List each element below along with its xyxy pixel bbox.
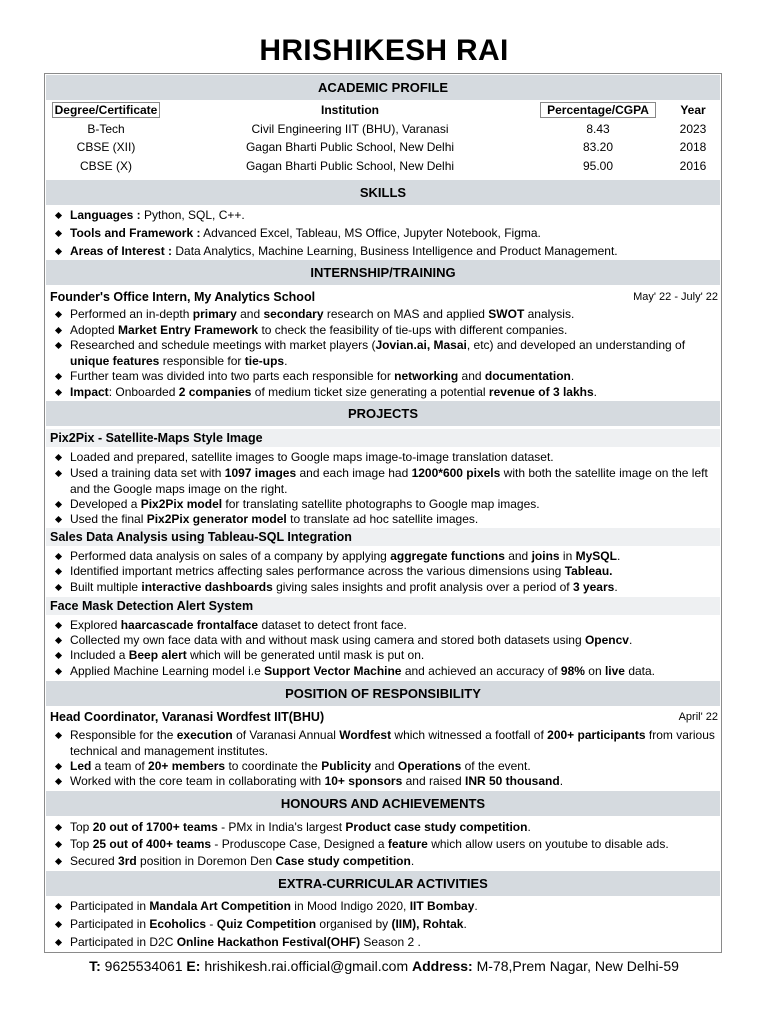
list-item: Explored haarcascade frontalface dataset to detect front face. — [56, 617, 716, 633]
bullet-icon — [55, 230, 62, 237]
list-item: Impact: Onboarded 2 companies of medium ticket size generating a potential revenue of 3 lakhs. — [56, 384, 716, 400]
internship-role: Founder's Office Intern, My Analytics School — [50, 290, 316, 304]
bullet-icon — [55, 454, 62, 461]
bullet-icon — [55, 516, 62, 523]
bullet-icon — [55, 622, 62, 629]
bullet-icon — [55, 841, 62, 848]
bullet-icon — [55, 568, 62, 575]
list-item: Performed an in-depth primary and secondary research on MAS and applied SWOT analysis. — [56, 306, 716, 322]
list-item: Built multiple interactive dashboards giving sales insights and profit analysis over a period of 3 years. — [56, 579, 716, 595]
list-item: Performed data analysis on sales of a company by applying aggregate functions and joins in MySQL. — [56, 548, 716, 564]
section-skills-title: SKILLS — [46, 180, 720, 205]
email-label: E: — [186, 958, 201, 974]
bullet-icon — [55, 939, 62, 946]
list-item: Participated in Mandala Art Competition in Mood Indigo 2020, IIT Bombay. — [56, 898, 716, 914]
table-header-degree: Degree/Certificate — [52, 102, 160, 118]
bullet-icon — [55, 470, 62, 477]
table-header-percentage: Percentage/CGPA — [540, 102, 656, 118]
table-cell: B-Tech — [87, 122, 125, 136]
list-item: Researched and schedule meetings with market players (Jovian.ai, Masai, etc) and developed an understanding of unique features responsible for tie-ups. — [56, 337, 716, 369]
bullet-icon — [55, 921, 62, 928]
bullet-icon — [55, 763, 62, 770]
bullet-icon — [55, 311, 62, 318]
candidate-name: HRISHIKESH RAI — [259, 34, 509, 67]
table-cell: 2016 — [679, 159, 707, 173]
list-item: Languages : Python, SQL, C++. — [56, 207, 716, 223]
bullet-icon — [55, 824, 62, 831]
bullet-icon — [55, 858, 62, 865]
section-internship-title: INTERNSHIP/TRAINING — [46, 260, 720, 285]
list-item: Areas of Interest : Data Analytics, Machine Learning, Business Intelligence and Product Management. — [56, 243, 716, 259]
list-item: Collected my own face data with and without mask using camera and stored both datasets using Opencv. — [56, 632, 716, 648]
address-label: Address: — [412, 958, 473, 974]
list-item: Led a team of 20+ members to coordinate the Publicity and Operations of the event. — [56, 758, 716, 774]
project-title: Sales Data Analysis using Tableau-SQL Integration — [50, 530, 352, 544]
list-item: Used a training data set with 1097 images and each image had 1200*600 pixels with both the satellite image on the left and the Google maps image on the right. — [56, 465, 716, 497]
contact-line — [0, 958, 768, 974]
por-role: Head Coordinator, Varanasi Wordfest IIT(BHU) — [50, 710, 325, 724]
list-item: Worked with the core team in collaborating with 10+ sponsors and raised INR 50 thousand. — [56, 773, 716, 789]
address-value: M-78,Prem Nagar, New Delhi-59 — [476, 958, 679, 974]
table-cell: 95.00 — [582, 159, 614, 173]
bullet-icon — [55, 212, 62, 219]
list-item: Top 25 out of 400+ teams - Produscope Case, Designed a feature which allow users on youtube to disable ads. — [56, 836, 716, 852]
list-item: Participated in D2C Online Hackathon Festival(OHF) Season 2 . — [56, 934, 716, 950]
table-cell: CBSE (X) — [79, 159, 132, 173]
list-item: Identified important metrics affecting sales performance across the various dimensions using Tableau. — [56, 563, 716, 579]
bullet-icon — [55, 342, 62, 349]
section-responsibility-title: POSITION OF RESPONSIBILITY — [46, 681, 720, 706]
internship-date: May' 22 - July' 22 — [633, 291, 718, 303]
table-cell: Civil Engineering IIT (BHU), Varanasi — [251, 122, 449, 136]
list-item: Applied Machine Learning model i.e Support Vector Machine and achieved an accuracy of 98% on live data. — [56, 663, 716, 679]
phone-value[interactable]: 9625534061 — [104, 958, 183, 974]
list-item: Adopted Market Entry Framework to check the feasibility of tie-ups with different companies. — [56, 322, 716, 338]
table-cell: 2018 — [679, 140, 707, 154]
bullet-icon — [55, 778, 62, 785]
bullet-icon — [55, 501, 62, 508]
table-cell: Gagan Bharti Public School, New Delhi — [245, 159, 455, 173]
section-academic-title: ACADEMIC PROFILE — [46, 75, 720, 100]
phone-label: T: — [89, 958, 101, 974]
list-item: Used the final Pix2Pix generator model to translate ad hoc satellite images. — [56, 511, 716, 527]
email-value[interactable]: hrishikesh.rai.official@gmail.com — [204, 958, 409, 974]
list-item: Tools and Framework : Advanced Excel, Tableau, MS Office, Jupyter Notebook, Figma. — [56, 225, 716, 241]
bullet-icon — [55, 584, 62, 591]
list-item: Further team was divided into two parts each responsible for networking and documentation. — [56, 368, 716, 384]
project-title: Pix2Pix - Satellite-Maps Style Image — [50, 431, 263, 445]
list-item: Participated in Ecoholics - Quiz Competition organised by (IIM), Rohtak. — [56, 916, 716, 932]
list-item: Included a Beep alert which will be generated until mask is put on. — [56, 647, 716, 663]
section-honours-title: HONOURS AND ACHIEVEMENTS — [46, 791, 720, 816]
bullet-icon — [55, 637, 62, 644]
table-header-institution: Institution — [321, 103, 379, 117]
bullet-icon — [55, 652, 62, 659]
table-cell: 8.43 — [586, 122, 610, 136]
list-item: Top 20 out of 1700+ teams - PMx in India's largest Product case study competition. — [56, 819, 716, 835]
table-cell: Gagan Bharti Public School, New Delhi — [245, 140, 455, 154]
list-item: Loaded and prepared, satellite images to Google maps image-to-image translation dataset. — [56, 449, 716, 465]
list-item: Responsible for the execution of Varanasi Annual Wordfest which witnessed a footfall of 200+ participants from various technical and management institutes. — [56, 727, 716, 759]
bullet-icon — [55, 668, 62, 675]
table-cell: CBSE (XII) — [76, 140, 136, 154]
list-item: Developed a Pix2Pix model for translating satellite photographs to Google map images. — [56, 496, 716, 512]
por-date: April' 22 — [678, 711, 718, 723]
list-item: Secured 3rd position in Doremon Den Case study competition. — [56, 853, 716, 869]
bullet-icon — [55, 373, 62, 380]
bullet-icon — [55, 389, 62, 396]
bullet-icon — [55, 732, 62, 739]
bullet-icon — [55, 327, 62, 334]
bullet-icon — [55, 248, 62, 255]
bullet-icon — [55, 903, 62, 910]
table-cell: 2023 — [679, 122, 707, 136]
table-header-year: Year — [680, 103, 706, 117]
section-extra-title: EXTRA-CURRICULAR ACTIVITIES — [46, 871, 720, 896]
project-title: Face Mask Detection Alert System — [50, 599, 254, 613]
section-projects-title: PROJECTS — [46, 401, 720, 426]
table-cell: 83.20 — [582, 140, 614, 154]
bullet-icon — [55, 553, 62, 560]
